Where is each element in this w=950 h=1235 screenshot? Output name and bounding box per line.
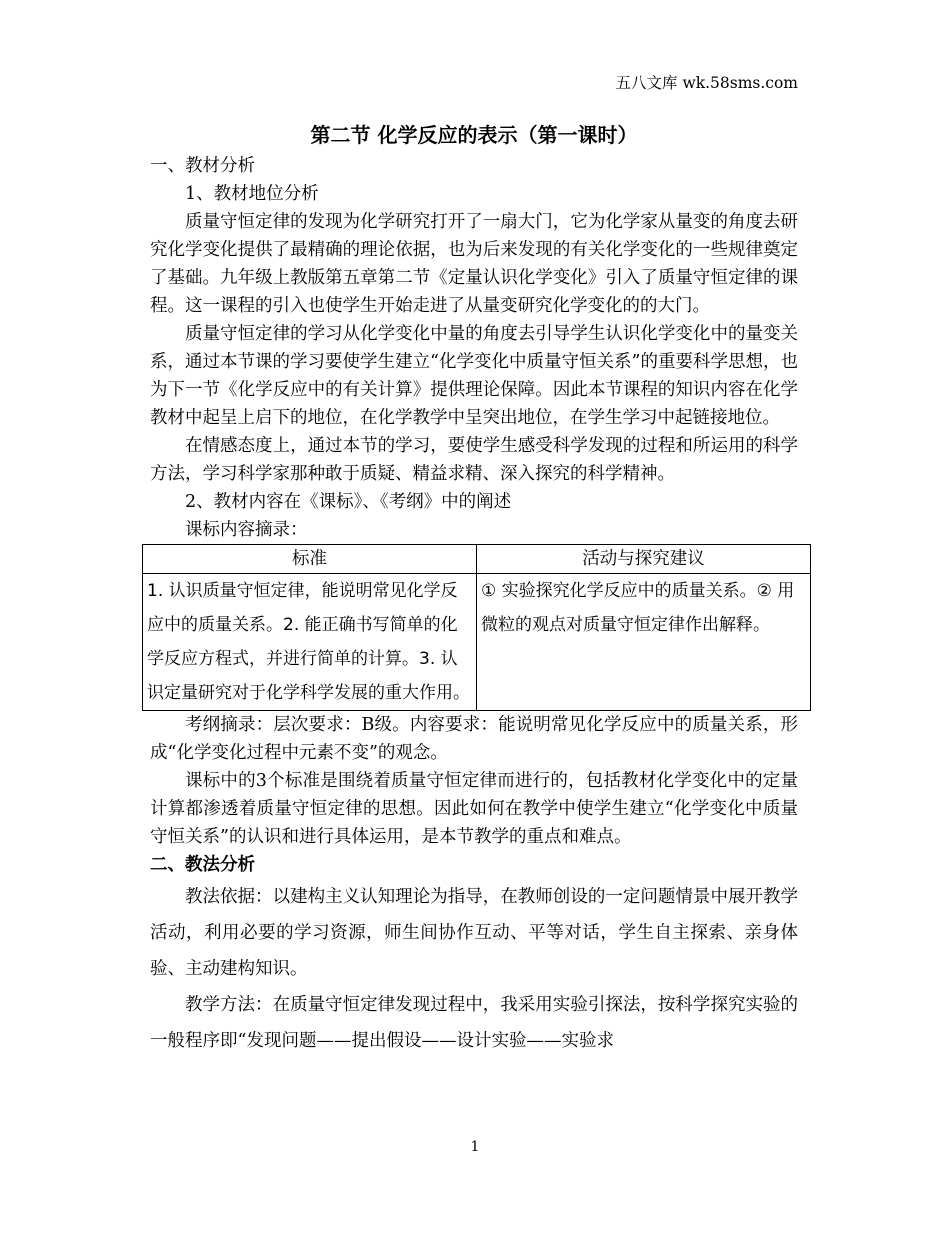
section1-heading: 一、教材分析: [150, 156, 255, 176]
paragraph: 教学方法：在质量守恒定律发现过程中，我采用实验引探法，按科学探究实验的一般程序即“发现问题——提出假设——设计实验——实验求: [150, 995, 798, 1051]
table-header-row: [143, 545, 811, 574]
paragraph: 教法依据：以建构主义认知理论为指导，在教师创设的一定问题情景中展开教学活动，利用必要的学习资源，师生间协作互动、平等对话，学生自主探索、亲身体验、主动建构知识。: [150, 887, 798, 979]
paragraph: 质量守恒定律的发现为化学研究打开了一扇大门，它为化学家从量变的角度去研究化学变化提供了最精确的理论依据，也为后来发现的有关化学变化的一些规律奠定了基础。九年级上教版第五章第二节《定量认识化学变化》引入了质量守恒定律的课程。这一课程的引入也使学生开始走进了从量变研究化学变化的的大门。: [150, 212, 798, 316]
table-intro: 课标内容摘录：: [185, 520, 308, 540]
table-header-activity: 活动与探究建议: [477, 545, 811, 574]
document-body: [147, 118, 798, 1059]
table-cell-standard: 1. 认识质量守恒定律，能说明常见化学反应中的质量关系。2. 能正确书写简单的化学反应方程式，并进行简单的计算。3. 认识定量研究对于化学科学发展的重大作用。: [143, 574, 477, 711]
curriculum-table: [142, 544, 811, 711]
paragraph: 在情感态度上，通过本节的学习，要使学生感受科学发现的过程和所运用的科学方法，学习科学家那种敢于质疑、精益求精、深入探究的科学精神。: [150, 436, 798, 484]
paragraph: 质量守恒定律的学习从化学变化中量的角度去引导学生认识化学变化中的量变关系，通过本节课的学习要使学生建立“化学变化中质量守恒关系”的重要科学思想，也为下一节《化学反应中的有关计算》提供理论保障。因此本节课程的知识内容在化学教材中起呈上启下的地位，在化学教学中呈突出地位，在学生学习中起链接地位。: [150, 324, 798, 428]
paragraph: 考纲摘录：层次要求：B级。内容要求：能说明常见化学反应中的质量关系，形成“化学变化过程中元素不变”的观念。: [150, 715, 798, 763]
table-row: [143, 574, 811, 711]
page-number: 1: [470, 1139, 480, 1155]
table-header-standard: 标准: [143, 545, 477, 574]
subsection2-heading: 2、教材内容在《课标》、《考纲》中的阐述: [185, 492, 512, 512]
subsection1-heading: 1、教材地位分析: [185, 184, 319, 204]
section2-heading: 二、教法分析: [150, 855, 255, 875]
paragraph: 课标中的3个标准是围绕着质量守恒定律而进行的，包括教材化学变化中的定量计算都渗透着质量守恒定律的思想。因此如何在教学中使学生建立“化学变化中质量守恒关系”的认识和进行具体运用，是本节教学的重点和难点。: [150, 771, 798, 847]
document-title: 第二节 化学反应的表示（第一课时）: [310, 123, 638, 147]
table-cell-activity: ① 实验探究化学反应中的质量关系。② 用微粒的观点对质量守恒定律作出解释。: [477, 574, 811, 711]
page-header: 五八文库 wk.58sms.com: [615, 74, 798, 92]
